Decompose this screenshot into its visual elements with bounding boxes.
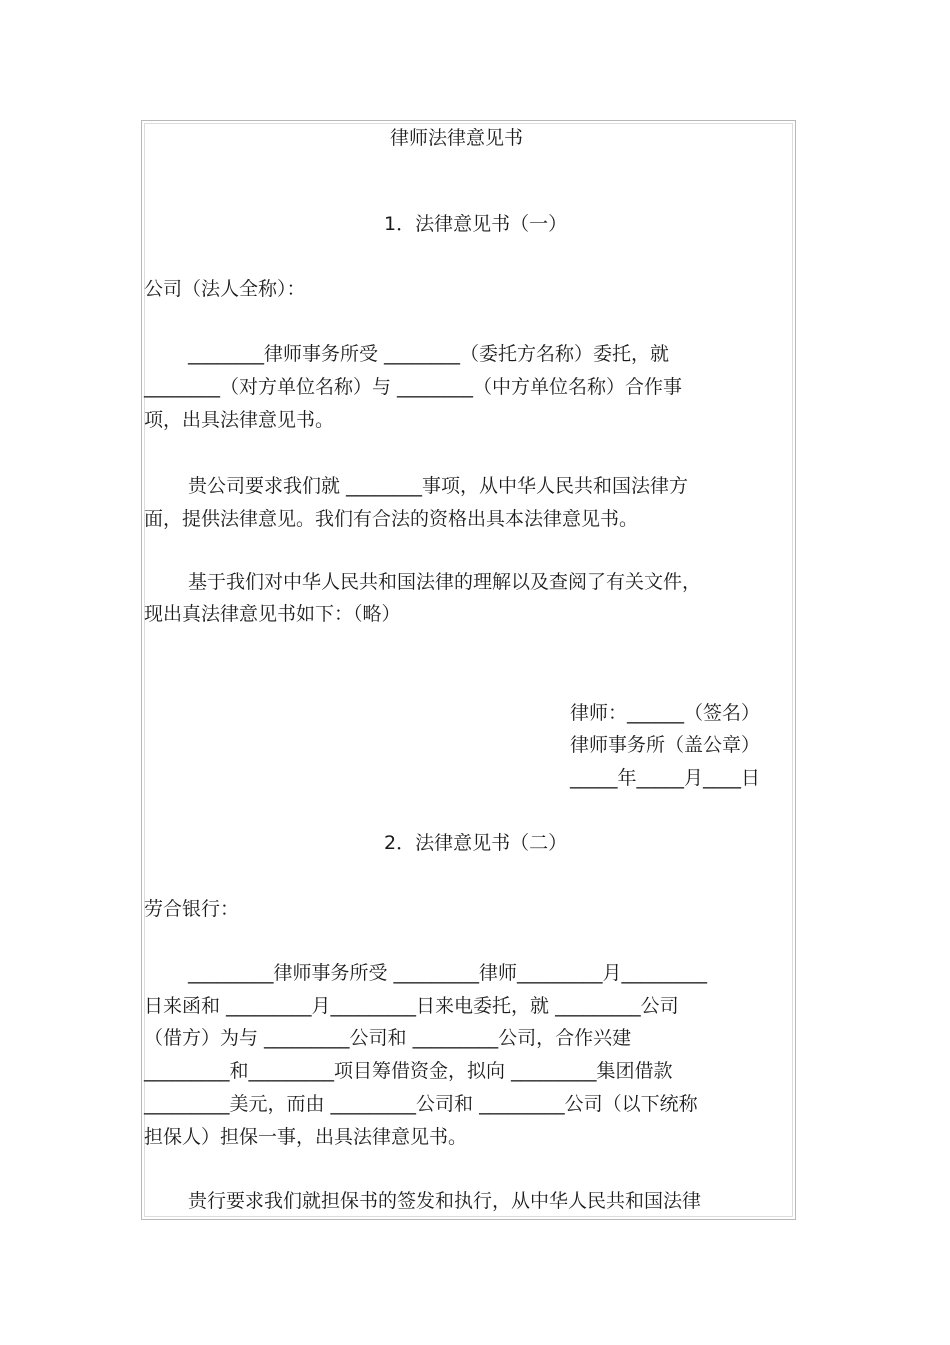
- signature-firm: 律师事务所（盖公章）: [570, 734, 761, 756]
- section2-para1-line: 日来函和 _________月_________日来电委托，就 _________公司: [144, 995, 679, 1017]
- section2-para1-line: _________和_________项目筹借资金，拟向 _________集团借款: [144, 1060, 673, 1082]
- section2-heading: 2．法律意见书（二）: [384, 832, 568, 854]
- section1-para1-line: ________律师事务所受 ________（委托方名称）委托，就: [188, 343, 670, 365]
- section1-para2-line: 贵公司要求我们就 ________事项，从中华人民共和国法律方: [188, 475, 689, 497]
- section2-para1-line: 担保人）担保一事，出具法律意见书。: [144, 1126, 468, 1148]
- section1-addressee: 公司（法人全称）：: [144, 278, 306, 300]
- section2-para1-line: _________美元，而由 _________公司和 _________公司（以下统称: [144, 1093, 698, 1115]
- section1-para2-line: 面，提供法律意见。我们有合法的资格出具本法律意见书。: [144, 508, 639, 530]
- section1-para1-line: ________（对方单位名称）与 ________（中方单位名称）合作事: [144, 376, 683, 398]
- section2-addressee: 劳合银行：: [144, 898, 240, 920]
- section2-para1-line: _________律师事务所受 _________律师_________月_________: [188, 962, 708, 984]
- section1-para1-line: 项，出具法律意见书。: [144, 409, 335, 431]
- section1-para3-line: 现出真法律意见书如下：（略）: [144, 603, 401, 625]
- signature-lawyer: 律师：______（签名）: [570, 702, 761, 724]
- section2-para1-line: （借方）为与 _________公司和 _________公司，合作兴建: [144, 1027, 632, 1049]
- document-title: 律师法律意见书: [390, 127, 524, 149]
- section2-para2-line: 贵行要求我们就担保书的签发和执行，从中华人民共和国法律: [188, 1190, 702, 1212]
- section1-para3-line: 基于我们对中华人民共和国法律的理解以及查阅了有关文件，: [188, 571, 702, 593]
- signature-date: _____年_____月____日: [570, 767, 761, 789]
- section1-heading: 1．法律意见书（一）: [384, 213, 568, 235]
